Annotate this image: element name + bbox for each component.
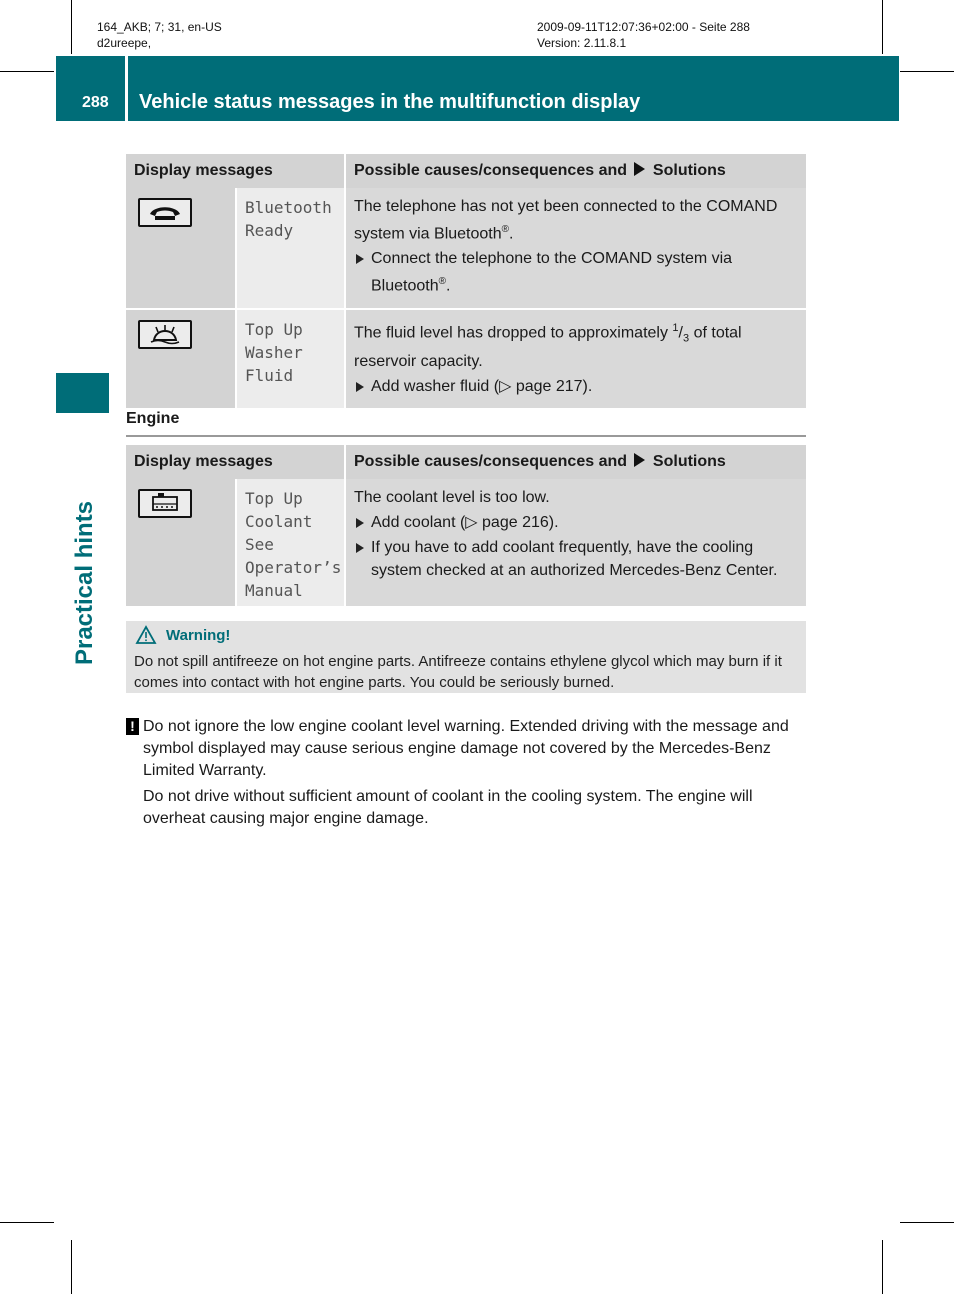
icon-cell	[126, 188, 236, 309]
column-header-causes-text: Possible causes/consequences and	[354, 162, 628, 179]
washer-fluid-icon	[138, 320, 192, 349]
warning-title: Warning!	[166, 627, 231, 644]
column-header-display: Display messages	[126, 154, 345, 189]
column-header-solutions-text: Solutions	[652, 162, 726, 179]
messages-table-general-body	[126, 188, 806, 408]
cause-text: The telephone has not yet been connected to the COMAND system via Bluetooth®.	[354, 198, 778, 243]
column-header-causes	[345, 154, 806, 189]
crop-mark	[71, 0, 72, 54]
registered-mark: ®	[438, 276, 446, 288]
crop-mark	[0, 71, 54, 72]
chapter-tab	[56, 373, 109, 413]
print-meta-left	[97, 19, 222, 51]
causes-solutions	[345, 479, 806, 606]
solution-step: Add coolant (▷ page 216).	[354, 511, 798, 534]
warning-text: Do not spill antifreeze on hot engine parts. Antifreeze contains ethylene glycol which may burn if it comes into contact with hot engine parts. You could be seriously burned.	[134, 653, 782, 691]
display-message: Top Up Washer Fluid	[236, 309, 345, 409]
meta-right-line1: 2009-09-11T12:07:36+02:00 - Seite 288	[537, 20, 750, 34]
solution-step: Connect the telephone to the COMAND system via Bluetooth®.	[354, 247, 798, 297]
arrow-right-icon	[634, 453, 645, 467]
cause-text: The fluid level has dropped to approximately $^1/_3$ of total reservoir capacity.	[354, 321, 742, 371]
meta-right-line2: Version: 2.11.8.1	[537, 36, 627, 50]
arrow-right-icon	[634, 162, 645, 176]
column-header-display: Display messages	[126, 445, 345, 480]
display-message: Top Up Coolant See Operator’s Manual	[236, 479, 345, 606]
meta-left-line2: d2ureepe,	[97, 36, 152, 50]
crop-mark	[882, 0, 883, 54]
crop-mark	[71, 1240, 72, 1294]
messages-table-engine	[126, 445, 806, 481]
table-row	[126, 188, 806, 309]
registered-mark: ®	[501, 224, 509, 235]
messages-table-general	[126, 154, 806, 190]
print-meta-right	[537, 19, 750, 51]
crop-mark	[900, 71, 954, 72]
section-heading-engine: Engine	[126, 410, 180, 427]
causes-solutions	[345, 309, 806, 409]
note-paragraph: Do not drive without sufficient amount of coolant in the cooling system. The engine will overheat causing major engine damage.	[143, 788, 753, 827]
column-header-solutions-text: Solutions	[652, 453, 726, 470]
solution-step: If you have to add coolant frequently, have the cooling system checked at an authorized Mercedes-Benz Center.	[354, 536, 798, 582]
crop-mark	[0, 1222, 54, 1223]
header-divider	[125, 56, 128, 121]
column-header-causes-text: Possible causes/consequences and	[354, 453, 628, 470]
icon-cell	[126, 309, 236, 409]
crop-mark	[882, 1240, 883, 1294]
warning-box	[126, 621, 806, 693]
note-paragraph: Do not ignore the low engine coolant level warning. Extended driving with the message and symbol displayed may cause serious engine damage not covered by the Mercedes-Benz Limited Warranty.	[143, 718, 789, 779]
coolant-level-icon	[138, 489, 192, 518]
column-header-causes	[345, 445, 806, 480]
solution-step: Add washer fluid (▷ page 217).	[354, 375, 798, 398]
telephone-icon	[138, 198, 192, 227]
header-bar	[56, 56, 899, 121]
note-block	[126, 716, 808, 834]
display-message: Bluetooth Ready	[236, 188, 345, 309]
meta-left-line1: 164_AKB; 7; 31, en-US	[97, 20, 222, 34]
messages-table-engine-body	[126, 479, 806, 606]
warning-triangle-icon	[135, 625, 157, 650]
page-title: Vehicle status messages in the multifunction display	[139, 91, 641, 113]
icon-cell	[126, 479, 236, 606]
cause-text: The coolant level is too low.	[354, 489, 550, 506]
chapter-label-text: Practical hints	[71, 500, 98, 666]
crop-mark	[900, 1222, 954, 1223]
section-rule	[126, 435, 806, 437]
causes-solutions	[345, 188, 806, 309]
page-number: 288	[82, 94, 109, 111]
chapter-label	[55, 483, 115, 683]
exclamation-icon: !	[126, 718, 139, 735]
table-row	[126, 479, 806, 606]
table-row	[126, 309, 806, 409]
